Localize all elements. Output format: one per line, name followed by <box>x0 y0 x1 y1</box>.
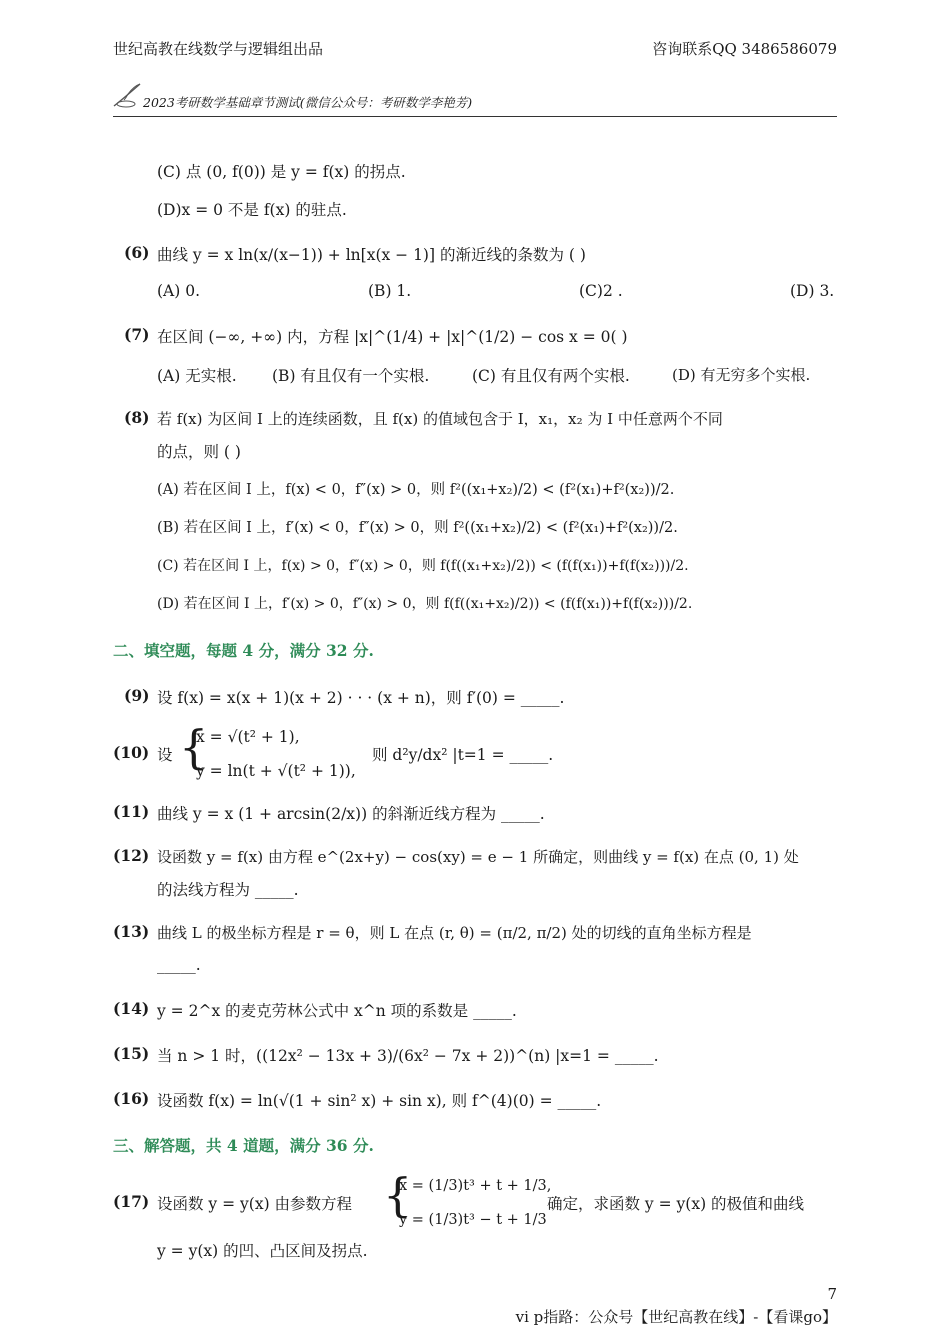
q8-option-d: (D) 若在区间 I 上，f′(x) > 0，f″(x) > 0，则 f(f((x₁+x₂)/2)) < (f(f(x₁))+f(f(x₂)))/2. <box>157 596 693 612</box>
q9-number: (9) <box>124 686 150 705</box>
q14-number: (14) <box>113 999 150 1018</box>
header-rule <box>113 116 837 117</box>
q7-number: (7) <box>124 325 150 344</box>
section-fill-in-title: 二、填空题，每题 4 分，满分 32 分. <box>113 641 374 660</box>
quill-logo-icon <box>112 80 146 110</box>
header-right: 咨询联系QQ 3486586079 <box>652 40 837 58</box>
q6-stem: 曲线 y = x ln(x/(x−1)) + ln[x(x − 1)] 的渐近线的条数为 ( ) <box>157 246 586 264</box>
header-left: 世纪高教在线数学与逻辑组出品 <box>113 40 324 58</box>
q10-tail: 则 d²y/dx² |t=1 = _____. <box>372 746 554 764</box>
q6-option-c: (C)2 . <box>579 282 623 300</box>
header-subtitle: 2023考研数学基础章节测试(微信公众号：考研数学李艳芳) <box>143 95 473 110</box>
q7-option-b: (B) 有且仅有一个实根. <box>272 367 430 385</box>
q17-number: (17) <box>113 1192 150 1211</box>
q12-number: (12) <box>113 846 150 865</box>
q6-option-d: (D) 3. <box>790 282 835 300</box>
q17-equation-y: y = (1/3)t³ − t + 1/3 <box>399 1212 547 1228</box>
q9-text: 设 f(x) = x(x + 1)(x + 2) · · · (x + n)，则 f′(0) = _____. <box>157 689 565 707</box>
q8-option-c: (C) 若在区间 I 上，f(x) > 0，f″(x) > 0，则 f(f((x₁+x₂)/2)) < (f(f(x₁))+f(f(x₂)))/2. <box>157 558 689 574</box>
q15-number: (15) <box>113 1044 150 1063</box>
q8-stem-line1: 若 f(x) 为区间 I 上的连续函数，且 f(x) 的值域包含于 I，x₁，x₂ 为 I 中任意两个不同 <box>157 410 723 428</box>
q7-option-d: (D) 有无穷多个实根. <box>672 366 811 384</box>
q17-line2: y = y(x) 的凹、凸区间及拐点. <box>157 1242 368 1260</box>
q13-line2: _____. <box>157 956 201 974</box>
q10-brace: { <box>179 720 209 774</box>
q14-text: y = 2^x 的麦克劳林公式中 x^n 项的系数是 _____. <box>157 1002 517 1020</box>
q15-text: 当 n > 1 时，((12x² − 13x + 3)/(6x² − 7x + 2))^(n) |x=1 = _____. <box>157 1047 659 1065</box>
q7-option-c: (C) 有且仅有两个实根. <box>472 367 630 385</box>
q8-option-b: (B) 若在区间 I 上，f′(x) < 0，f″(x) > 0，则 f²((x₁+x₂)/2) < (f²(x₁)+f²(x₂))/2. <box>157 520 678 536</box>
q11-text: 曲线 y = x (1 + arcsin(2/x)) 的斜渐近线方程为 _____. <box>157 805 545 823</box>
q5-option-c: (C) 点 (0, f(0)) 是 y = f(x) 的拐点. <box>157 163 406 181</box>
q8-option-a: (A) 若在区间 I 上，f(x) < 0，f″(x) > 0，则 f²((x₁+x₂)/2) < (f²(x₁)+f²(x₂))/2. <box>157 482 675 498</box>
q16-text: 设函数 f(x) = ln(√(1 + sin² x) + sin x), 则 f^(4)(0) = _____. <box>157 1092 602 1110</box>
q7-stem: 在区间 (−∞, +∞) 内，方程 |x|^(1/4) + |x|^(1/2) − cos x = 0( ) <box>157 328 628 346</box>
q12-line1: 设函数 y = f(x) 由方程 e^(2x+y) − cos(xy) = e − 1 所确定，则曲线 y = f(x) 在点 (0, 1) 处 <box>157 848 799 866</box>
q10-equation-x: x = √(t² + 1), <box>196 728 300 746</box>
q8-number: (8) <box>124 408 150 427</box>
section-answer-title: 三、解答题，共 4 道题，满分 36 分. <box>113 1136 374 1155</box>
q12-line2: 的法线方程为 _____. <box>157 881 299 899</box>
q7-option-a: (A) 无实根. <box>157 367 237 385</box>
footer-note: vi p指路：公众号【世纪高教在线】-【看课go】 <box>515 1308 837 1326</box>
q17-brace: { <box>383 1168 413 1222</box>
q17-tail: 确定，求函数 y = y(x) 的极值和曲线 <box>547 1195 805 1213</box>
q17-equation-x: x = (1/3)t³ + t + 1/3, <box>399 1178 552 1194</box>
q10-equation-y: y = ln(t + √(t² + 1)), <box>196 762 356 780</box>
q8-stem-line2: 的点，则 ( ) <box>157 443 241 461</box>
q6-number: (6) <box>124 243 150 262</box>
q10-number: (10) <box>113 743 150 762</box>
q16-number: (16) <box>113 1089 150 1108</box>
q5-option-d: (D)x = 0 不是 f(x) 的驻点. <box>157 201 347 219</box>
q6-option-b: (B) 1. <box>368 282 412 300</box>
q17-lead: 设函数 y = y(x) 由参数方程 <box>157 1195 353 1213</box>
page-number: 7 <box>827 1285 837 1303</box>
q13-line1: 曲线 L 的极坐标方程是 r = θ，则 L 在点 (r, θ) = (π/2, π/2) 处的切线的直角坐标方程是 <box>157 924 752 942</box>
q13-number: (13) <box>113 922 150 941</box>
q10-lead: 设 <box>157 746 173 764</box>
q6-option-a: (A) 0. <box>157 282 201 300</box>
q11-number: (11) <box>113 802 150 821</box>
